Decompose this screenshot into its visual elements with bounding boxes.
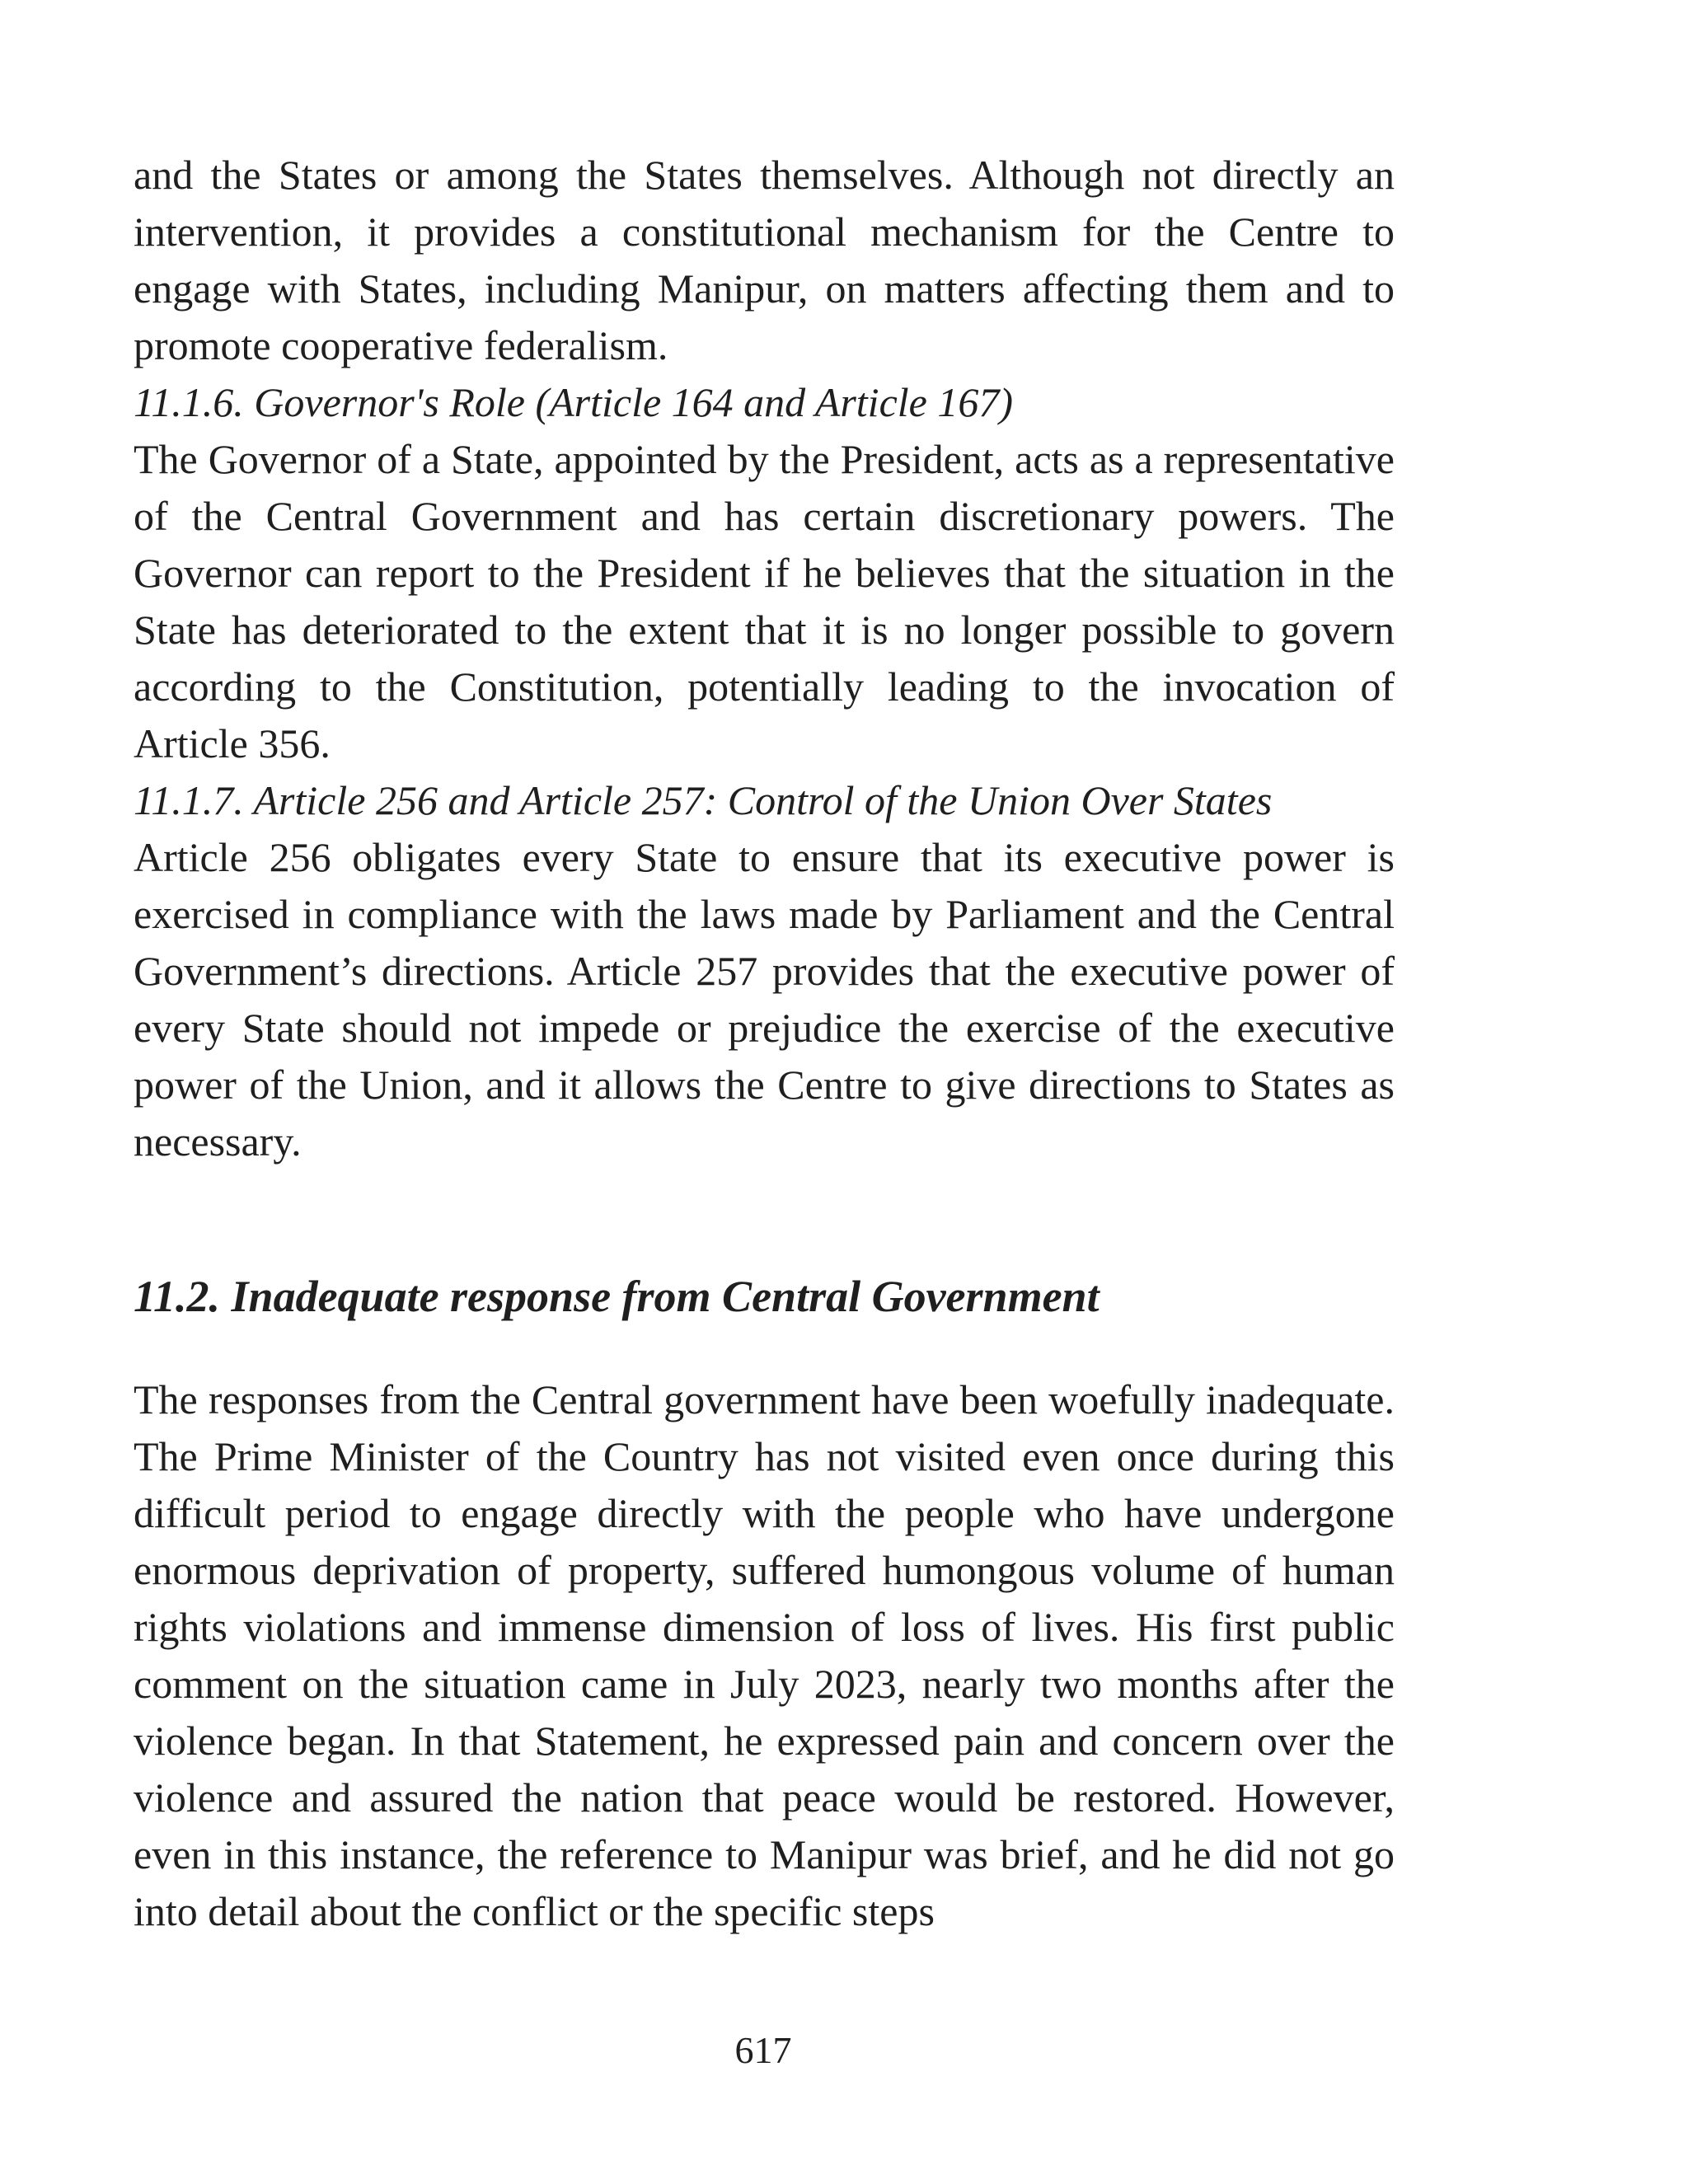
- subheading-article-256-257: 11.1.7. Article 256 and Article 257: Control of the Union Over States: [134, 777, 1273, 823]
- section-heading-inadequate-response: 11.2. Inadequate response from Central Government: [134, 1272, 1100, 1321]
- paragraph-cooperative-federalism: and the States or among the States themselves. Although not directly an intervention, it provides a constitutional mechanism for the Centre to engage with States, including Manipur, on matters affecting them and to promote cooperative federalism.: [134, 152, 1395, 368]
- document-body: [134, 147, 1395, 1940]
- paragraph-governors-role: The Governor of a State, appointed by the President, acts as a representative of the Central Government and has certain discretionary powers. The Governor can report to the President if he believes that the situation in the State has deteriorated to the extent that it is no longer possible to govern according to the Constitution, potentially leading to the invocation of Article 356.: [134, 436, 1395, 766]
- paragraph-inadequate-response: The responses from the Central government have been woefully inadequate. The Prime Minister of the Country has not visited even once during this difficult period to engage directly with the people who have undergone enormous deprivation of property, suffered humongous volume of human rights violations and immense dimension of loss of lives. His first public comment on the situation came in July 2023, nearly two months after the violence began. In that Statement, he expressed pain and concern over the violence and assured the nation that peace would be restored. However, even in this instance, the reference to Manipur was brief, and he did not go into detail about the conflict or the specific steps: [134, 1376, 1395, 1934]
- subheading-governors-role: 11.1.6. Governor's Role (Article 164 and Article 167): [134, 379, 1013, 425]
- paragraph-article-256-257: Article 256 obligates every State to ensure that its executive power is exercised in compliance with the laws made by Parliament and the Central Government’s directions. Article 257 provides that the executive power of every State should not impede or prejudice the exercise of the executive power of the Union, and it allows the Centre to give directions to States as necessary.: [134, 834, 1395, 1165]
- page-number: 617: [734, 2029, 792, 2071]
